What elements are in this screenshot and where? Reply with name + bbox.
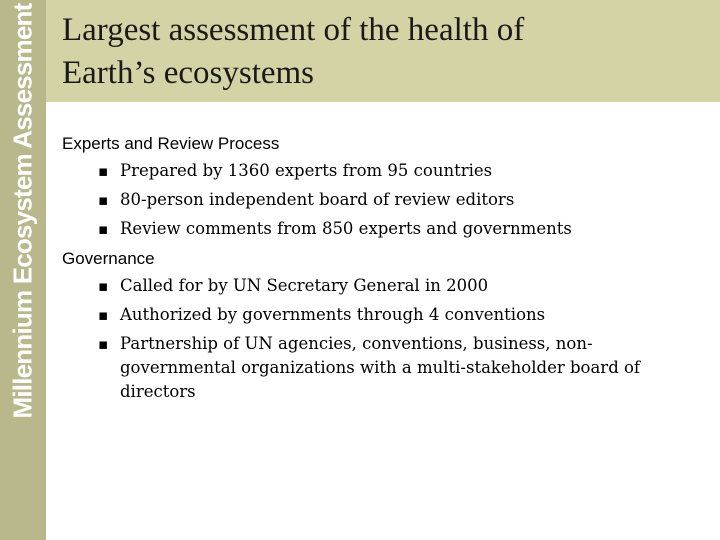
slide-title [62,9,702,95]
bullet-item: ▪ Review comments from 850 experts and governments [62,217,702,241]
sidebar-brand-text: Millennium Ecosystem Assessment [7,3,38,419]
title-bar [46,0,720,102]
slide-title-line-1: Largest assessment of the health of [62,12,525,48]
slide-title-line-2: Earth’s ecosystems [62,55,315,91]
bullet-list-governance [62,274,702,404]
slide-content [62,131,702,409]
section-heading-experts: Experts and Review Process [62,134,280,153]
bullet-list-experts [62,159,702,241]
bullet-item: ▪ Prepared by 1360 experts from 95 countries [62,159,702,183]
bullet-item: ▪ Authorized by governments through 4 conventions [62,303,702,327]
sidebar-band [0,0,46,540]
bullet-item: ▪ Partnership of UN agencies, conventions, business, non-governmental organizations with a multi-stakeholder board of directors [62,332,702,404]
bullet-item: ▪ 80-person independent board of review editors [62,188,702,212]
section-heading-governance: Governance [62,249,155,268]
bullet-item: ▪ Called for by UN Secretary General in 2000 [62,274,702,298]
